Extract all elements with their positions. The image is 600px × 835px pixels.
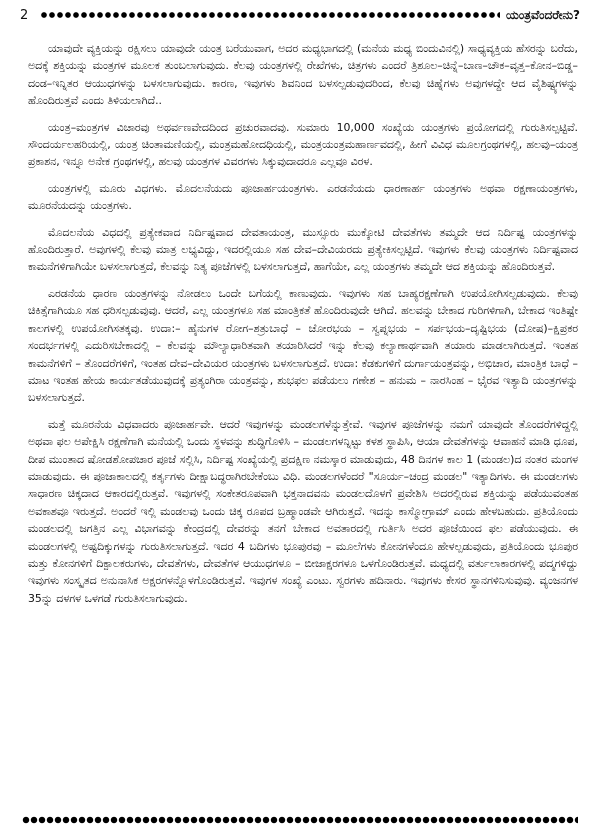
paragraph-2: ಯಂತ್ರ–ಮಂತ್ರಗಳ ವಿಚಾರವು ಅಥರ್ವಣವೇದದಿಂದ ಪ್ರಚುರವಾದವು. ಸುಮಾರು 10,000 ಸಂಖ್ಯೆಯ ಯಂತ್ರಗಳು ಪ್ರಯೋಗದಲ್ಲಿ ಗುರುತಿಸಲ್ಪಟ್ಟಿವೆ. ಸೌಂದರ್ಯಲಹರಿಯಲ್ಲಿ, ಯಂತ್ರ ಚಿಂತಾಮಣಿಯಲ್ಲಿ, ಮಂತ್ರಮಹೋದಧಿಯಲ್ಲಿ, ಮಂತ್ರಯಂತ್ರಮಹಾರ್ಣವದಲ್ಲಿ, ಹೀಗೆ ವಿವಿಧ ಮೂಲಗ್ರಂಥಗಳಲ್ಲಿ, ಹಲವು–ಯಂತ್ರ ಪ್ರಕಾಶನ, ಇನ್ನೂ ಅನೇಕ ಗ್ರಂಥಗಳಲ್ಲಿ, ಹಲವು ಯಂತ್ರಗಳ ವಿವರಗಳು ಸಿಕ್ಕುವುದಾದರೂ ಎಲ್ಲವೂ ವಿರಳ. [28,120,578,169]
paragraph-6: ಮತ್ತೆ ಮೂರನೆಯ ವಿಧವಾದರು ಪೂಜಾರ್ಹವೇ. ಆದರೆ ಇವುಗಳನ್ನು ಮಂಡಲಗಳೆನ್ನುತ್ತೇವೆ. ಇವುಗಳ ಪೂಜೆಗಳನ್ನು ನಮಗೆ ಯಾವುದೇ ತೊಂದರೆಗಳಿದ್ದಲ್ಲಿ ಅಥವಾ ಫಲ ಅಪೇಕ್ಷಿಸಿ ರಕ್ಷಣೆಗಾಗಿ ಮನೆಯಲ್ಲಿ ಒಂದು ಸ್ಥಳವನ್ನು ಶುದ್ಧಿಗೊಳಿಸಿ – ಮಂಡಲಗಳನ್ನಿಟ್ಟು ಕಳಶ ಸ್ಥಾಪಿಸಿ, ಆಯಾ ದೇವತೆಗಳನ್ನು ಆವಾಹನೆ ಮಾಡಿ ಧೂಪ, ದೀಪ ಮುಂತಾದ ಷೋಡಶೋಪಚಾರ ಪೂಜೆ ಸಲ್ಲಿಸಿ, ನಿರ್ದಿಷ್ಟ ಸಂಖ್ಯೆಯಲ್ಲಿ ಪ್ರದಕ್ಷಿಣ ನಮಸ್ಕಾರ ಮಾಡುವುದು, 48 ದಿನಗಳ ಕಾಲ 1 (ಮಂಡಲ)ದ ನಂತರ ಮಂಗಳ ಮಾಡುವುದು. ಈ ಪೂಜಾಕಾಲದಲ್ಲಿ ಕರ್ತೃಗಳು ದೀಕ್ಷಾಬದ್ಧರಾಗಿರಬೇಕೆಂಬು ವಿಧಿ. ಮಂಡಲಗಳೆಂದರೆ "ಸೂರ್ಯ–ಚಂದ್ರ ಮಂಡಲ" ಇತ್ಯಾದಿಗಳು. ಈ ಮಂಡಲಗಳು ಸಾಧಾರಣ ಚಿಕ್ಕದಾದ ಆಕಾರದಲ್ಲಿರುತ್ತವೆ. ಇವುಗಳಲ್ಲಿ ಸಂಕೇತರೂಪವಾಗಿ ಭಕ್ತನಾದವನು ಮಂಡಲದೊಳಗೆ ಪ್ರವೇಶಿಸಿ ಅದರಲ್ಲಿರುವ ಶಕ್ತಿಯನ್ನು ಪಡೆಯುವಂತಹ ಅವಕಾಶವೂ ಇರುತ್ತದೆ. ಅಂದರೆ ಇಲ್ಲಿ ಮಂಡಲವು ಒಂದು ಚಿಕ್ಕ ರೂಪದ ಬ್ರಹ್ಮಾಂಡವೇ ಆಗಿರುತ್ತದೆ. ಇದನ್ನು ಕಾಸ್ಮೋಗ್ರಾಮ್ ಎಂದು ಹೇಳಬಹುದು. ಪ್ರತಿಯೊಂದು ಮಂಡಲದಲ್ಲಿ ಜಗತ್ತಿನ ಎಲ್ಲ ವಿಭಾಗವನ್ನು ಕೇಂದ್ರದಲ್ಲಿ ದೇವರನ್ನು ತನಗೆ ಬೇಕಾದ ಅವತಾರದಲ್ಲಿ ಗುರ್ತಿಸಿ ಅದರ ಪೂಜೆಯಿಂದ ಫಲ ಪಡೆಯುವುದು. ಈ ಮಂಡಲಗಳಲ್ಲಿ ಅಷ್ಟದಿಕ್ಕುಗಳನ್ನು ಗುರುತಿಸಲಾಗುತ್ತದೆ. ಇದರ 4 ಬದಿಗಳು ಭೂಪುರವು – ಮೂಲೆಗಳು ಕೋನಗಳೆಂದೂ ಹೇಳಲ್ಪಡುವುದು, ಪ್ರತಿಯೊಂದು ಭೂಪುರ ಮತ್ತು ಕೋನಗಳಿಗೆ ದಿಕ್ಪಾಲಕರುಗಳು, ದೇವತೆಗಳು, ದೇವತೆಗಳ ಆಯುಧಗಳೂ – ಬೀಜಾಕ್ಷರಗಳೂ ಒಳಗೊಂಡಿರುತ್ತವೆ. ಮಧ್ಯದಲ್ಲಿ ವರ್ತುಲಾಕಾರಗಳಲ್ಲಿ ಪದ್ಮಗಳಿದ್ದು ಇವುಗಳು ಸಂಸ್ಕೃತದ ಅನುನಾಸಿಕ ಅಕ್ಷರಗಳನ್ನೊಳಗೊಂಡಿರುತ್ತವೆ. ಇವುಗಳ ಸಂಖ್ಯೆ ಎಂಟು. ಸ್ವರಗಳು ಹದಿನಾರು. ಇವುಗಳು ಕೇಸರ ಸ್ಥಾನಗಳಿನಿಸುವುವು. ವ್ಯಂಜನಗಳ 35ನ್ನು ದಳಗಳ ಒಳಗಡೆ ಗುರುತಿಸಲಾಗುವುದು. [28,417,578,605]
paragraph-1: ಯಾವುದೇ ವ್ಯಕ್ತಿಯನ್ನು ರಕ್ಷಿಸಲು ಯಾವುದೇ ಯಂತ್ರ ಬರೆಯುವಾಗ, ಅದರ ಮಧ್ಯಭಾಗದಲ್ಲಿ (ಮನೆಯ ಮಧ್ಯ ಬಿಂದುವಿನಲ್ಲಿ) ಸಾಧ್ಯವ್ಯಕ್ತಿಯ ಹೆಸರನ್ನು ಬರೆದು, ಅದಕ್ಕೆ ಶಕ್ತಿಯನ್ನು ಮಂತ್ರಗಳ ಮೂಲಕ ತುಂಬಲಾಗುವುದು. ಕೆಲವು ಯಂತ್ರಗಳಲ್ಲಿ ರೇಖೆಗಳು, ಚಿತ್ರಗಳು ಎಂದರೆ ತ್ರಿಶೂಲ–ಚಿನ್ನೆ–ಬಾಣ–ಚೌಕ–ವೃತ್ತ–ಕೋನ–ಬಿಡ್ಡ–ದಂಡ–ಇನ್ನಿತರ ಆಯುಧಗಳನ್ನು ಬಳಸಲಾಗುವುದು. ಕಾರಣ, ಇವುಗಳು ಶಿವನಿಂದ ಬಳಸಲ್ಪಡುವುದರಿಂದ, ಕೆಲವು ಚಿಹ್ನೆಗಳು ಅವುಗಳದ್ದೇ ಆದ ವೈಶಿಷ್ಟ್ಯಗಳನ್ನು ಹೊಂದಿರುತ್ತವೆ ಎಂದು ತಿಳಿಯಲಾಗಿದೆ.. [28,42,578,108]
paragraph-4: ಮೊದಲನೆಯ ವಿಧದಲ್ಲಿ ಪ್ರತ್ಯೇಕವಾದ ನಿರ್ದಿಷ್ಟವಾದ ದೇವತಾಯಂತ್ರ, ಮುಸ್ಸೂರು ಮುಕ್ಕೋಟಿ ದೇವತೆಗಳು ತಮ್ಮದೇ ಆದ ನಿರ್ದಿಷ್ಟ ಯಂತ್ರಗಳನ್ನು ಹೊಂದಿರುತ್ತಾರೆ. ಅವುಗಳಲ್ಲಿ ಕೆಲವು ಮಾತ್ರ ಲಭ್ಯವಿದ್ದು, ಇದರಲ್ಲಿಯೂ ಸಹ ದೇವ–ದೇವಿಯರದು ಪ್ರತ್ಯೇಕಿಸಲ್ಪಟ್ಟಿದೆ. ಇವುಗಳು ಕೆಲವು ಯಂತ್ರಗಳು ನಿರ್ದಿಷ್ಟವಾದ ಕಾಮನೆಗಳಿಗಾಗಿಯೇ ಬಳಸಲಾಗುತ್ತದೆ, ಕೆಲವನ್ನು ನಿತ್ಯ ಪೂಜೆಗಳಲ್ಲಿ ಬಳಸಲಾಗುತ್ತದೆ, ಹಾಗೆಯೇ, ಎಲ್ಲ ಯಂತ್ರಗಳು ತಮ್ಮದೇ ಆದ ಶಕ್ತಿಯನ್ನು ಹೊಂದಿರುತ್ತವೆ. [28,225,578,274]
page-number: 2 [20,7,29,23]
running-title: ಯಂತ್ರವೆಂದರೇನು? [505,7,580,22]
paragraph-3: ಯಂತ್ರಗಳಲ್ಲಿ ಮೂರು ವಿಧಗಳು. ಮೊದಲನೆಯದು ಪೂಜಾರ್ಹಯಂತ್ರಗಳು. ಎರಡನೆಯದು ಧಾರಣಾರ್ಹ ಯಂತ್ರಗಳು ಅಥವಾ ರಕ್ಷಣಾಯಂತ್ರಗಳು, ಮೂರನೆಯದನ್ನು ಯಂತ್ರಗಳು. [28,181,578,213]
footer-ornament-border [22,813,578,827]
article-body [28,40,578,805]
header-ornament-border [40,9,500,21]
paragraph-5: ಎರಡನೆಯ ಧಾರಣ ಯಂತ್ರಗಳನ್ನು ನೋಡಲು ಒಂದೇ ಬಗೆಯಲ್ಲಿ ಕಾಣುವುದು. ಇವುಗಳು ಸಹ ಬಾಹ್ಯರಕ್ಷಣೆಗಾಗಿ ಉಪಯೋಗಿಸಲ್ಪಡುವುದು. ಕೆಲವು ಚಿಕಿತ್ಸೆಗಾಗಿಯೂ ಸಹ ಧರಿಸಲ್ಪಡುವುವು. ಆದರೆ, ಎಲ್ಲ ಯಂತ್ರಗಳೂ ಸಹ ಮಾಂತ್ರಿಕತೆ ಹೊಂದಿರುವುದೇ ಆಗಿದೆ. ಹಲವನ್ನು ಬೇಕಾದ ಗುರಿಗಳಿಗಾಗಿ, ಬೇಕಾದ ಇಂತಿಷ್ಟೇ ಕಾಲಗಳಲ್ಲಿ ಉಪಯೋಗಿಸತಕ್ಕವು. ಉದಾ:– ಹೈನುಗಳ ರೋಗ–ಶತ್ರುಬಾಧೆ – ಚೋರಭಯ – ಸ್ವಪ್ನಭಯ – ಸರ್ಪಭಯ–ದೃಷ್ಟಿಭಯ (ದೋಷ)–ಕ್ಷಿಪ್ರಕರ ಸಂದರ್ಭಗಳಲ್ಲಿ ಎದುರಿಸಬೇಕಾದಲ್ಲಿ – ಕೆಲವನ್ನು ಮೌಲ್ಯಾಧಾರಿತವಾಗಿ ತಯಾರಿಸಿದರೆ ಇನ್ನು ಕೆಲವು ಕಲ್ಯಾಣಾರ್ಥವಾಗಿ ತಯಾರು ಮಾಡಲಾಗಿರುತ್ತದೆ. ಇಂತಹ ಕಾಮನೆಗಳಿಗೆ – ತೊಂದರೆಗಳಿಗೆ, ಇಂತಹ ದೇವ–ದೇವಿಯರ ಯಂತ್ರಗಳು ಬಳಸಲಾಗುತ್ತದೆ. ಉದಾ: ಕೆಡಕುಗಳಿಗೆ ದುರ್ಗಾಯಂತ್ರವನ್ನು, ಅಭಿಚಾರ, ಮಾಂತ್ರಿಕ ಬಾಧೆ – ಮಾಟ ಇಂತಹ ಹೇಯ ಕಾರ್ಯತಡೆಯುವುದಕ್ಕೆ ಪ್ರತ್ಯಂಗಿರಾ ಯಂತ್ರವನ್ನು, ಶುಭಫಲ ಪಡೆಯಲು ಗಣೇಶ – ಹನುಮ – ನಾರಸಿಂಹ – ಭೈರವ ಇತ್ಯಾದಿ ಯಂತ್ರಗಳನ್ನು ಬಳಸಲಾಗುತ್ತದೆ. [28,286,578,405]
page-header [20,6,580,24]
